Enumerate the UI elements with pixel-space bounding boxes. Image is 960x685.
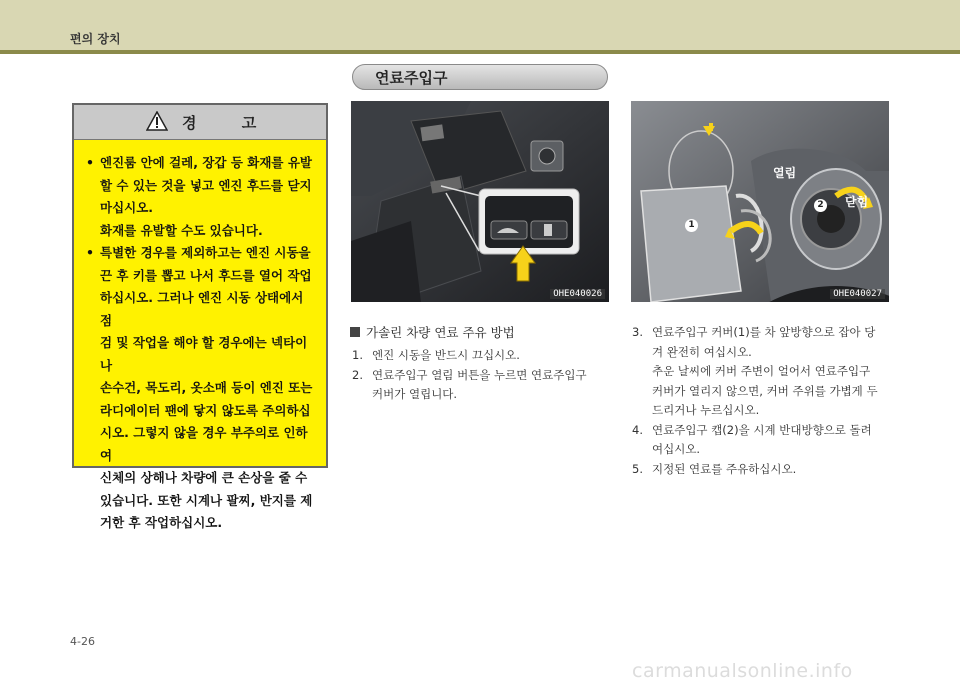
- step-line: 엔진 시동을 반드시 끄십시오.: [372, 348, 520, 362]
- watermark: carmanualsonline.info: [632, 660, 853, 682]
- step-item: [632, 323, 894, 421]
- step-number: 1.: [352, 348, 363, 362]
- step-number: 3.: [632, 325, 643, 339]
- warning-line: 하십시오. 그러나 엔진 시동 상태에서 점: [100, 290, 304, 328]
- photo-caption: OHE040026: [550, 289, 605, 299]
- step-line: 추운 날씨에 커버 주변이 얼어서 연료주입구: [652, 364, 871, 378]
- warning-line: 엔진룸 안에 걸레, 장갑 등 화재를 유발: [100, 155, 312, 170]
- warning-line: 마십시오.: [100, 200, 154, 215]
- steps-left: [352, 346, 622, 405]
- warning-line: 손수건, 목도리, 옷소매 등이 엔진 또는: [100, 380, 313, 395]
- warning-item: • 엔진룸 안에 걸레, 장갑 등 화재를 유발 할 수 있는 것을 넣고 엔진 후드를 닫지 마십시오. 화재를 유발할 수도 있습니다.: [86, 152, 314, 242]
- steps-right: [632, 323, 894, 479]
- step-line: 연료주입구 캡(2)을 시계 반대방향으로 돌려: [652, 422, 872, 437]
- step-number: 4.: [632, 422, 643, 437]
- photo-fuel-filler-cap: [631, 101, 889, 302]
- marker-1: 1: [685, 219, 698, 232]
- step-line: 지정된 연료를 주유하십시오.: [652, 461, 797, 476]
- step-number: 5.: [632, 461, 643, 476]
- section-heading: [350, 323, 515, 341]
- header-rule: [0, 50, 960, 54]
- step-line: 겨 완전히 여십시오.: [652, 344, 752, 359]
- warning-line: 검 및 작업을 해야 할 경우에는 넥타이나: [100, 335, 308, 373]
- warning-line: 할 수 있는 것을 넣고 엔진 후드를 닫지: [100, 177, 312, 193]
- step-line: 커버가 열립니다.: [372, 387, 458, 401]
- warning-line: 라디에이터 팬에 닿지 않도록 주의하십: [100, 402, 311, 418]
- warning-title: 경 고: [182, 114, 277, 132]
- warning-item: • 특별한 경우를 제외하고는 엔진 시동을 끈 후 키를 뽑고 나서 후드를 열어 작업 하십시오. 그러나 엔진 시동 상태에서 점 검 및 작업을 해야 할 경우에는 넥타이나 손수건, 목도리, 옷소매 등이 엔진 또는 라디에이터 팬에 닿지 않도록 주의하십 시오. 그렇지 않을 경우 부주의로 인하여 신체의 상해나 차량에 큰 손상을 줄 수 있습니다. 또한 시계나 팔찌, 반지를 제 거한 후 작업하십시오.: [86, 242, 314, 535]
- dashboard-illustration: [351, 101, 609, 302]
- warning-triangle-icon: [146, 111, 168, 131]
- step-number: 2.: [352, 367, 363, 382]
- photo-caption: OHE040027: [830, 289, 885, 299]
- step-item: [352, 346, 622, 366]
- open-label: 열림: [773, 166, 797, 180]
- warning-header: [74, 105, 326, 140]
- warning-box: [72, 103, 328, 530]
- page-number: 4-26: [70, 635, 95, 648]
- marker-2: 2: [814, 199, 827, 212]
- topic-pill: [352, 64, 608, 90]
- step-line: 커버가 열리지 않으면, 커버 주위를 가볍게 두: [652, 383, 878, 398]
- step-item: [352, 366, 622, 405]
- step-line: 연료주입구 열림 버튼을 누르면 연료주입구: [372, 367, 587, 382]
- page-header: [0, 0, 960, 52]
- step-item: [632, 421, 894, 460]
- step-line: 연료주입구 커버(1)를 차 앞방향으로 잡아 당: [652, 325, 876, 339]
- warning-line: 끈 후 키를 뽑고 나서 후드를 열어 작업: [100, 267, 312, 283]
- topic-title: 연료주입구: [375, 69, 448, 87]
- square-bullet-icon: [350, 327, 360, 337]
- step-line: 여십시오.: [652, 442, 701, 456]
- section-heading-text: 가솔린 차량 연료 주유 방법: [366, 325, 515, 340]
- photo-fuel-door-button: [351, 101, 609, 302]
- warning-line: 거한 후 작업하십시오.: [100, 515, 223, 530]
- step-line: 드리거나 누르십시오.: [652, 403, 760, 417]
- step-item: [632, 460, 894, 480]
- warning-line: 신체의 상해나 차량에 큰 손상을 줄 수: [100, 470, 308, 485]
- close-label: 닫힘: [845, 195, 869, 209]
- section-title: 편의 장치: [70, 32, 121, 46]
- warning-line: 시오. 그렇지 않을 경우 부주의로 인하여: [100, 425, 308, 463]
- warning-line: 특별한 경우를 제외하고는 엔진 시동을: [100, 245, 311, 260]
- warning-line: 화재를 유발할 수도 있습니다.: [100, 222, 263, 238]
- warning-list: [74, 140, 326, 535]
- warning-line: 있습니다. 또한 시계나 팔찌, 반지를 제: [100, 492, 313, 508]
